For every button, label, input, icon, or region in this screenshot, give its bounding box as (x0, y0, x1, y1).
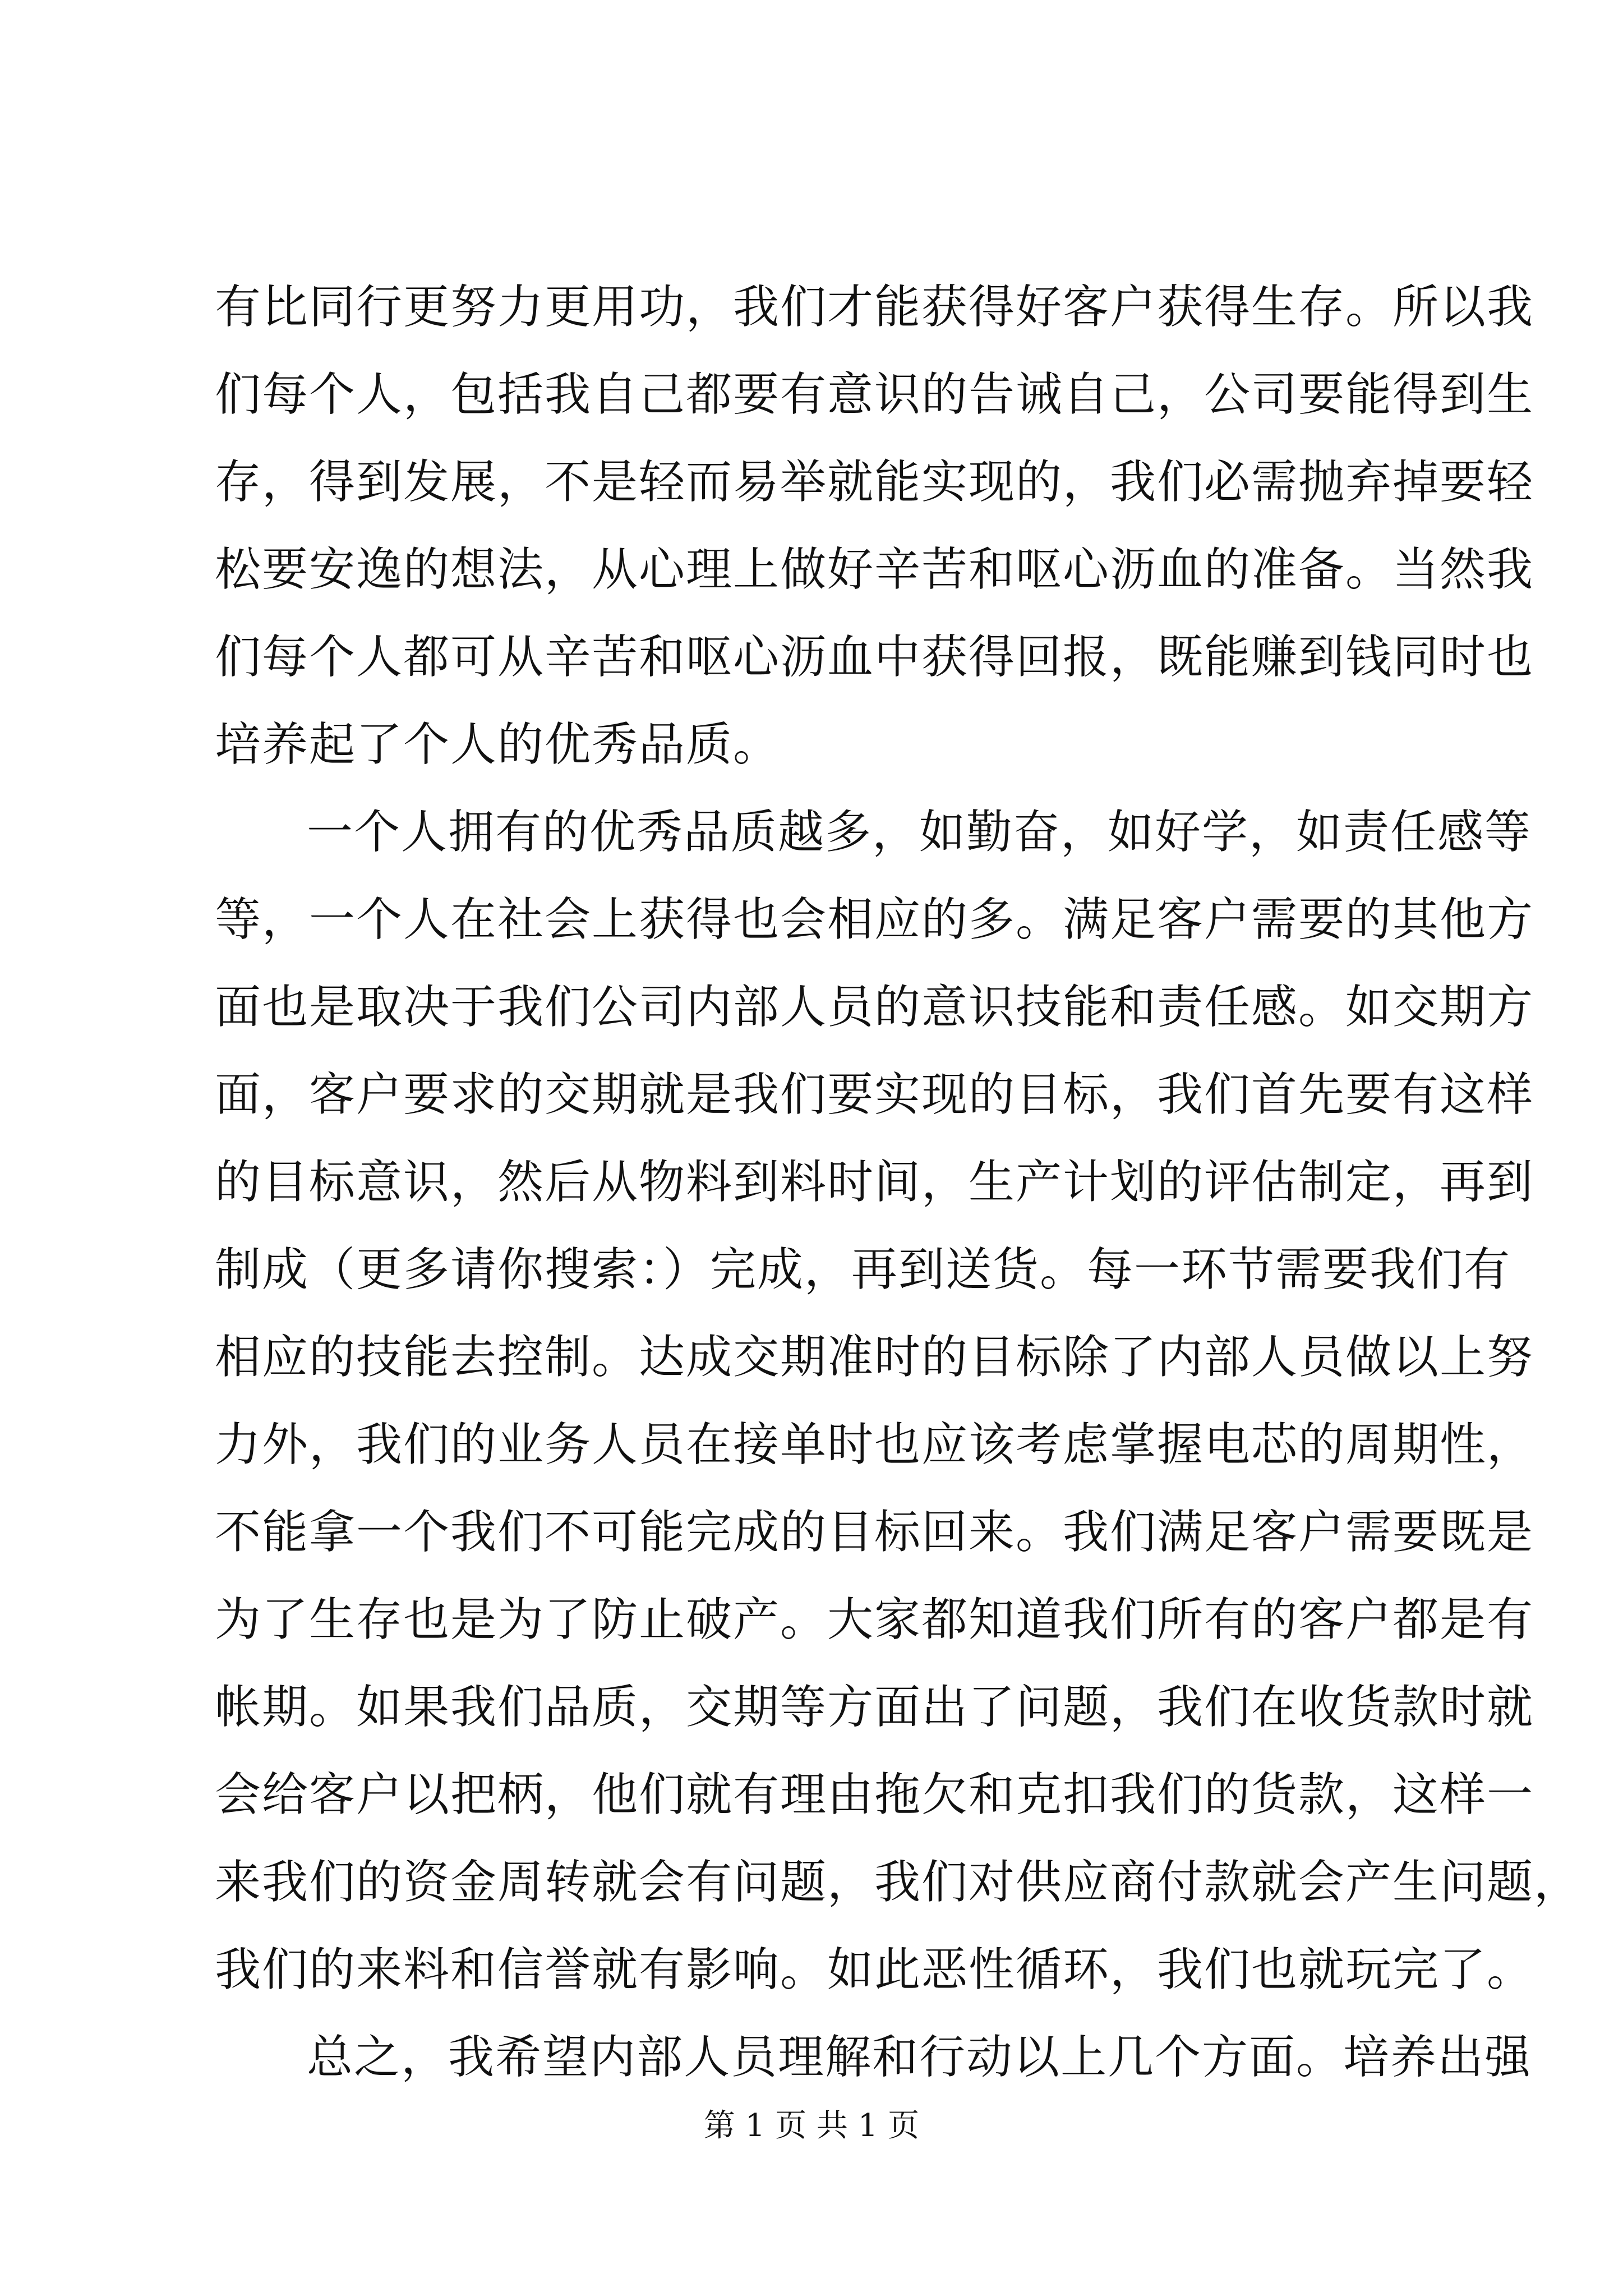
body-text (215, 264, 1581, 2101)
text-line: 有比同行更努力更用功，我们才能获得好客户获得生存。所以我 (215, 280, 1534, 334)
text-line: 不能拿一个我们不可能完成的目标回来。我们满足客户需要既是 (215, 1506, 1534, 1559)
text-line: 来我们的资金周转就会有问题，我们对供应商付款就会产生问题， (215, 1856, 1581, 1909)
paragraph-start-line: 总之，我希望内部人员理解和行动以上几个方面。培养出强 (307, 2031, 1532, 2084)
text-line: 会给客户以把柄，他们就有理由拖欠和克扣我们的货款，这样一 (215, 1768, 1534, 1821)
text-line: 为了生存也是为了防止破产。大家都知道我们所有的客户都是有 (215, 1593, 1534, 1646)
text-line: 等，一个人在社会上获得也会相应的多。满足客户需要的其他方 (215, 893, 1534, 946)
text-line: 制成（更多请你搜索：）完成，再到送货。每一环节需要我们有 (215, 1243, 1511, 1296)
text-line: 培养起了个人的优秀品质。 (215, 718, 781, 771)
text-line: 们每个人都可从辛苦和呕心沥血中获得回报，既能赚到钱同时也 (215, 631, 1534, 684)
text-line: 帐期。如果我们品质，交期等方面出了问题，我们在收货款时就 (215, 1681, 1534, 1734)
text-line: 面也是取决于我们公司内部人员的意识技能和责任感。如交期方 (215, 981, 1534, 1034)
text-line: 松要安逸的想法，从心理上做好辛苦和呕心沥血的准备。当然我 (215, 543, 1534, 596)
text-line: 我们的来料和信誉就有影响。如此恶性循环，我们也就玩完了。 (215, 1943, 1534, 1996)
text-line: 力外，我们的业务人员在接单时也应该考虑掌握电芯的周期性， (215, 1418, 1534, 1471)
paragraph-start-line: 一个人拥有的优秀品质越多，如勤奋，如好学，如责任感等 (307, 806, 1532, 859)
text-line: 的目标意识，然后从物料到料时间，生产计划的评估制定，再到 (215, 1156, 1534, 1209)
text-line: 面，客户要求的交期就是我们要实现的目标，我们首先要有这样 (215, 1068, 1534, 1121)
text-line: 相应的技能去控制。达成交期准时的目标除了内部人员做以上努 (215, 1331, 1534, 1384)
page-number-footer: 第 1 页 共 1 页 (703, 2108, 920, 2144)
text-line: 存，得到发展，不是轻而易举就能实现的，我们必需抛弃掉要轻 (215, 455, 1534, 509)
text-line: 们每个人，包括我自己都要有意识的告诫自己，公司要能得到生 (215, 368, 1534, 421)
